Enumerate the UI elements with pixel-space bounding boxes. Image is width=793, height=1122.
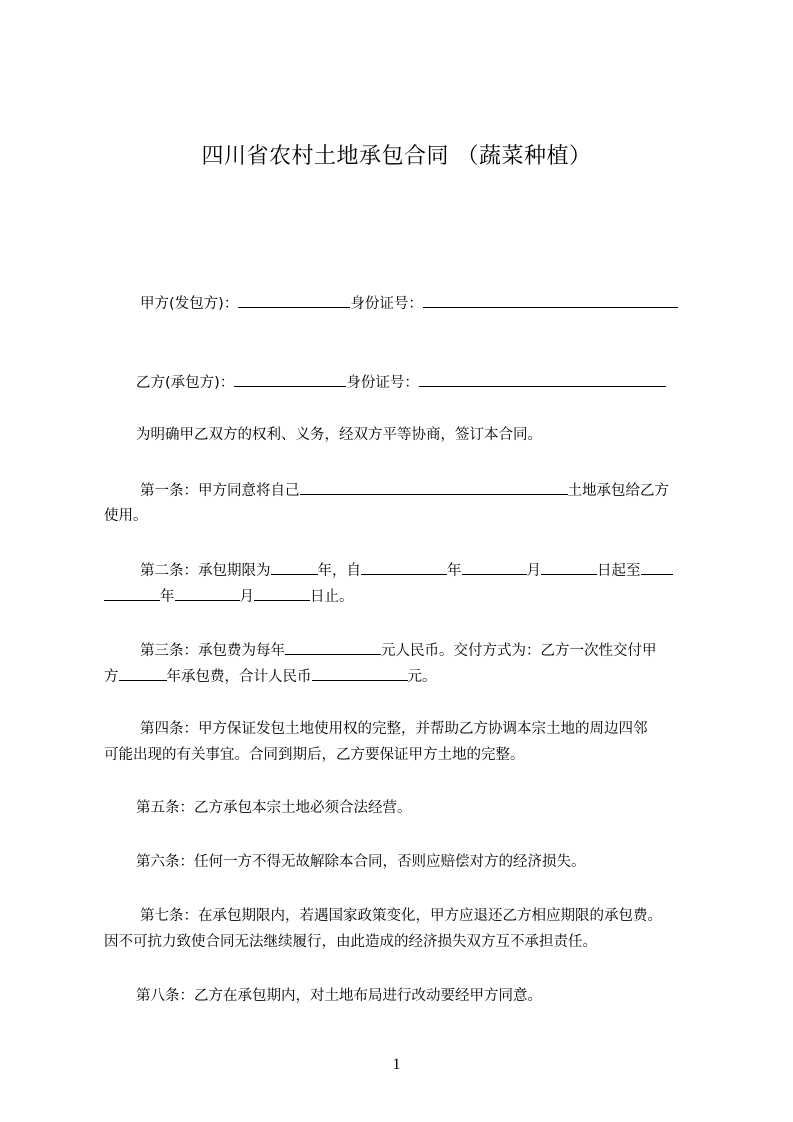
article-2-text-b: 年，自 xyxy=(317,563,361,579)
article-2-line-2 xyxy=(104,585,354,607)
article-2-line-1 xyxy=(140,559,673,581)
article-2-text-h: 日止。 xyxy=(310,589,354,605)
intro-paragraph: 为明确甲乙双方的权利、义务，经双方平等协商，签订本合同。 xyxy=(136,427,542,443)
party-a-line xyxy=(140,292,678,314)
party-a-id-blank[interactable] xyxy=(423,292,678,308)
article-4-line-1: 第四条：甲方保证发包土地使用权的完整，并帮助乙方协调本宗土地的周边四邻 xyxy=(140,721,648,737)
article-7-line-1: 第七条：在承包期限内，若遇国家政策变化，甲方应退还乙方相应期限的承包费。 xyxy=(140,908,662,924)
party-b-line xyxy=(136,371,666,393)
article-2-end-month-blank[interactable] xyxy=(175,585,240,601)
party-b-name-blank[interactable] xyxy=(234,371,346,387)
article-1-line-1 xyxy=(140,479,669,501)
article-2-years-blank[interactable] xyxy=(271,559,318,575)
party-a-label: 甲方(发包方)： xyxy=(140,296,239,312)
article-3-text-a: 第三条：承包费为每年 xyxy=(140,643,285,659)
party-b-id-blank[interactable] xyxy=(419,371,666,387)
article-1-text-a: 第一条：甲方同意将自己 xyxy=(140,483,300,499)
article-1-text-b: 土地承包给乙方 xyxy=(567,483,669,499)
article-3-text-c: 方 xyxy=(104,669,119,685)
article-3-line-1 xyxy=(140,639,657,661)
article-3-line-2 xyxy=(104,665,437,687)
article-3-total-blank[interactable] xyxy=(312,665,408,681)
article-2-text-f: 年 xyxy=(160,589,175,605)
article-2-end-year-blank-a[interactable] xyxy=(641,559,673,575)
article-4-line-2: 可能出现的有关事宜。合同到期后，乙方要保证甲方土地的完整。 xyxy=(104,747,525,763)
article-3-annual-fee-blank[interactable] xyxy=(285,639,381,655)
article-2-text-d: 月 xyxy=(526,563,541,579)
article-1-land-blank[interactable] xyxy=(300,479,568,495)
document-title: 四川省农村土地承包合同 （蔬菜种植） xyxy=(201,144,592,169)
article-8: 第八条：乙方在承包期内，对土地布局进行改动要经甲方同意。 xyxy=(136,988,542,1004)
party-b-label: 乙方(承包方)： xyxy=(136,375,235,391)
article-2-end-year-blank-b[interactable] xyxy=(104,585,160,601)
article-2-start-month-blank[interactable] xyxy=(462,559,527,575)
article-6: 第六条：任何一方不得无故解除本合同，否则应赔偿对方的经济损失。 xyxy=(136,854,586,870)
article-3-years-blank[interactable] xyxy=(119,665,167,681)
article-3-text-b: 元人民币。交付方式为：乙方一次性交付甲 xyxy=(381,643,657,659)
page-number: 1 xyxy=(392,1056,401,1073)
article-2-text-e: 日起至 xyxy=(597,563,641,579)
article-2-start-year-blank[interactable] xyxy=(361,559,447,575)
party-b-id-label: 身份证号： xyxy=(346,375,419,391)
article-3-text-d: 年承包费，合计人民币 xyxy=(166,669,312,685)
article-2-text-g: 月 xyxy=(239,589,254,605)
party-a-id-label: 身份证号： xyxy=(350,296,423,312)
article-7-line-2: 因不可抗力致使合同无法继续履行，由此造成的经济损失双方互不承担责任。 xyxy=(104,934,597,950)
article-3-text-e: 元。 xyxy=(407,669,437,685)
article-2-end-day-blank[interactable] xyxy=(254,585,310,601)
article-2-text-a: 第二条：承包期限为 xyxy=(140,563,271,579)
article-1-line-2: 使用。 xyxy=(104,508,148,524)
party-a-name-blank[interactable] xyxy=(238,292,350,308)
article-5: 第五条：乙方承包本宗土地必须合法经营。 xyxy=(136,800,412,816)
article-2-text-c: 年 xyxy=(447,563,462,579)
article-2-start-day-blank[interactable] xyxy=(541,559,597,575)
